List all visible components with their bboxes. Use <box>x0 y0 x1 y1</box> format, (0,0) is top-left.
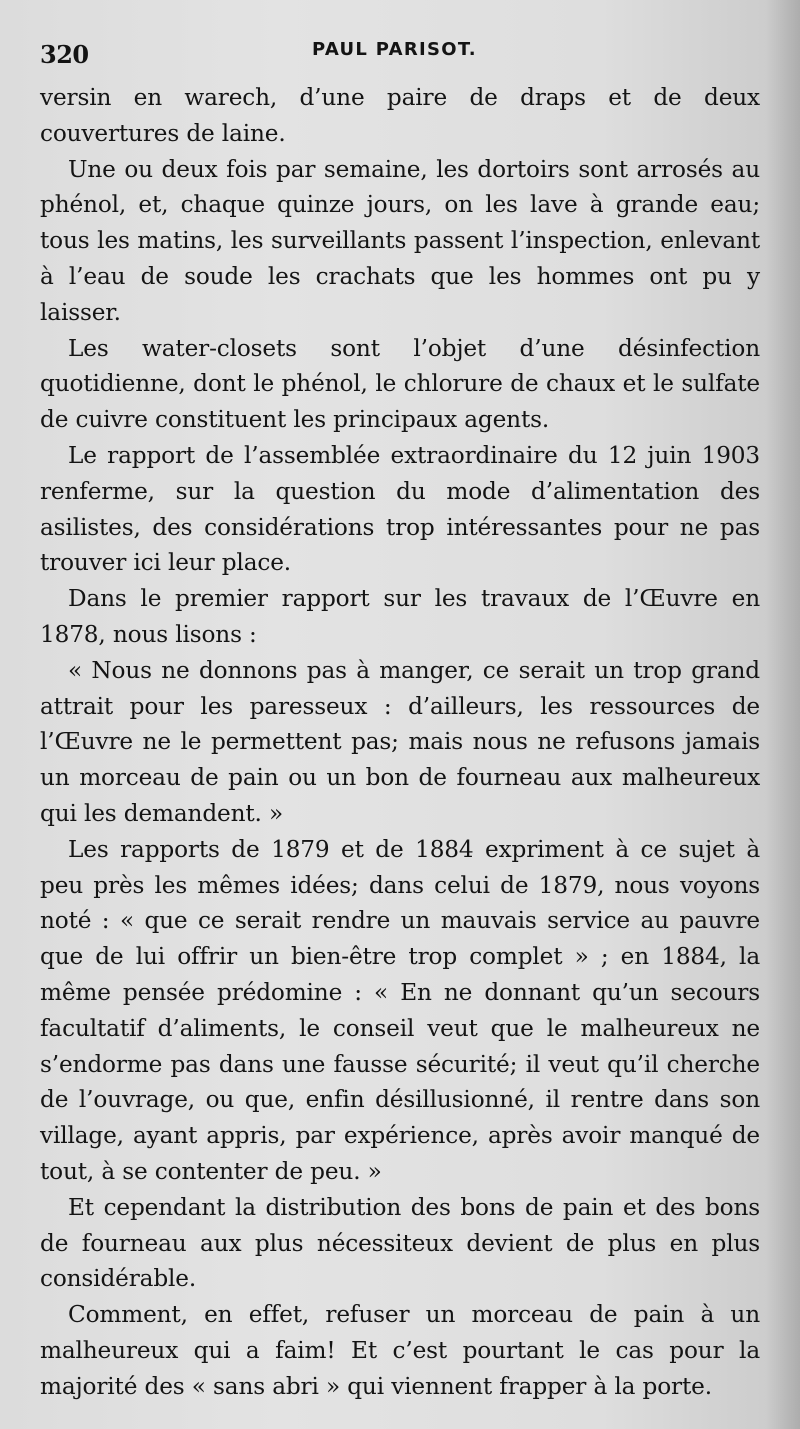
paragraph: Dans le premier rapport sur les travaux de l’Œuvre en 1878, nous lisons : <box>40 585 760 648</box>
page-header <box>40 30 760 70</box>
paragraph: Comment, en effet, refuser un morceau de pain à un malheureux qui a faim! Et c’est pourtant le cas pour la majorité des « sans abri » qui viennent frapper à la porte. <box>40 1301 760 1400</box>
body-text <box>40 80 760 1404</box>
paragraph: Une ou deux fois par semaine, les dortoirs sont arrosés au phénol, et, chaque quinze jours, on les lave à grande eau; tous les matins, les surveillants passent l’inspection, enlevant à l’eau de soude les crachats que les hommes ont pu y laisser. <box>40 155 760 326</box>
page-number: 320 <box>40 40 89 69</box>
paragraph: Et cependant la distribution des bons de pain et des bons de fourneau aux plus nécessiteux devient de plus en plus considérable. <box>40 1193 760 1293</box>
quoted-paragraph: « Nous ne donnons pas à manger, ce serait un trop grand attrait pour les paresseux : d’ailleurs, les ressources de l’Œuvre ne le permettent pas; mais nous ne refusons jamais un morceau de pain ou un bon de fourneau aux malheureux qui les demandent. » <box>40 656 760 827</box>
running-head: PAUL PARISOT. <box>312 39 477 60</box>
paragraph: Le rapport de l’assemblée extraordinaire du 12 juin 1903 renferme, sur la question du mode d’alimentation des asilistes, des considérations trop intéressantes pour ne pas trouver ici leur place. <box>40 441 760 577</box>
paragraph: Les water-closets sont l’objet d’une désinfection quotidienne, dont le phénol, le chlorure de chaux et le sulfate de cuivre constituent les principaux agents. <box>40 334 760 434</box>
paragraph: Les rapports de 1879 et de 1884 expriment à ce sujet à peu près les mêmes idées; dans celui de 1879, nous voyons noté : « que ce serait rendre un mauvais service au pauvre que de lui offrir un bien-être trop complet » ; en 1884, la même pensée prédomine : « En ne donnant qu’un secours facultatif d’aliments, le conseil veut que le malheureux ne s’endorme pas dans une fausse sécurité; il veut qu’il cherche de l’ouvrage, ou que, enfin désillusionné, il rentre dans son village, ayant appris, par expérience, après avoir manqué de tout, à se contenter de peu. » <box>40 835 760 1185</box>
paragraph: versin en warech, d’une paire de draps et de deux couvertures de laine. <box>40 84 760 147</box>
